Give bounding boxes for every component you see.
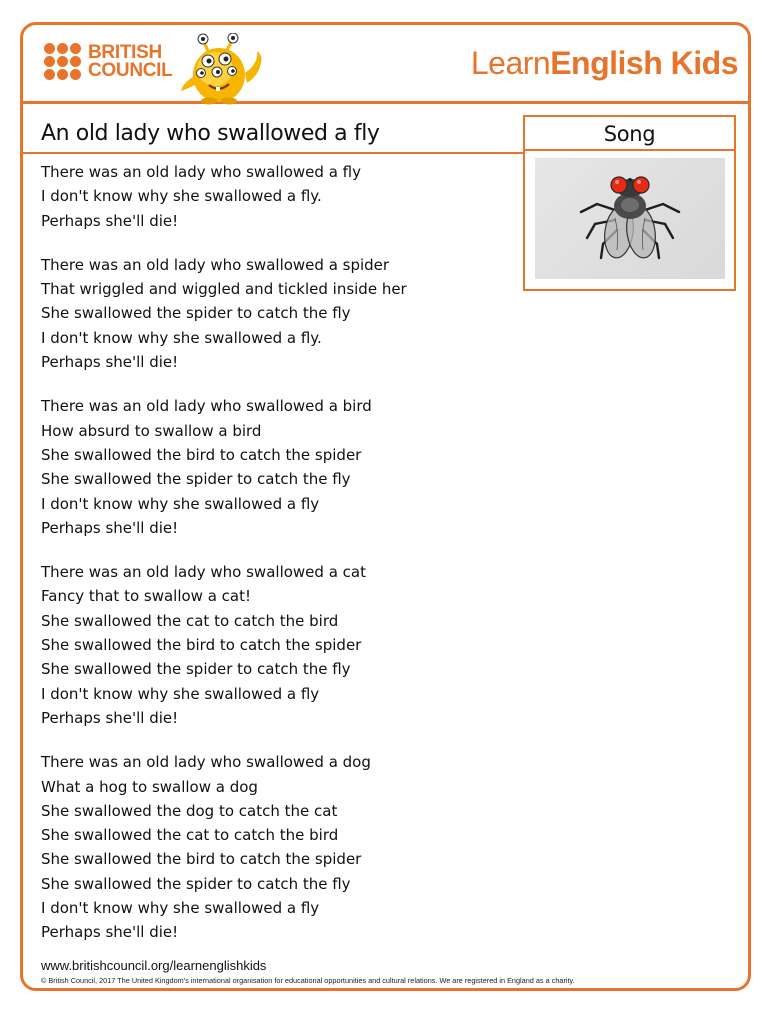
lyric-line: She swallowed the bird to catch the spider [41, 445, 362, 464]
lyric-line: There was an old lady who swallowed a bird [41, 397, 372, 416]
footer-url[interactable]: www.britishcouncil.org/learnenglishkids [41, 958, 267, 973]
lyric-line: I don't know why she swallowed a fly [41, 494, 320, 513]
british-council-wordmark [88, 41, 173, 81]
lyric-line: Perhaps she'll die! [41, 353, 179, 372]
verse [41, 394, 501, 540]
brand-line-1: BRITISH [88, 41, 162, 63]
song-panel [523, 115, 736, 291]
brand-line-2: COUNCIL [88, 59, 173, 81]
title-underline [23, 152, 523, 154]
lyric-line: She swallowed the spider to catch the fly [41, 304, 351, 323]
song-image [535, 158, 725, 279]
lyric-line: She swallowed the dog to catch the cat [41, 801, 338, 820]
lyric-line: Perhaps she'll die! [41, 518, 179, 537]
lyric-line: Perhaps she'll die! [41, 211, 179, 230]
song-lyrics [41, 160, 501, 965]
brand-english-kids: English Kids [550, 45, 738, 81]
verse [41, 750, 501, 944]
header-divider [23, 101, 748, 104]
lyric-line: She swallowed the cat to catch the bird [41, 826, 339, 845]
british-council-dots-icon [44, 43, 81, 80]
learnenglish-kids-logo [471, 44, 738, 82]
verse [41, 253, 501, 374]
lyric-line: Fancy that to swallow a cat! [41, 587, 252, 606]
lyric-line: Perhaps she'll die! [41, 923, 179, 942]
lyric-line: Perhaps she'll die! [41, 708, 179, 727]
document-title: An old lady who swallowed a fly [41, 121, 380, 146]
brand-learn: Learn [470, 45, 551, 81]
lyric-line: There was an old lady who swallowed a dog [41, 753, 371, 772]
lyric-line: She swallowed the spider to catch the fly [41, 470, 351, 489]
lyric-line: There was an old lady who swallowed a fly [41, 163, 361, 181]
verse [41, 560, 501, 730]
lyric-line: She swallowed the bird to catch the spider [41, 850, 362, 869]
lyric-line: I don't know why she swallowed a fly. [41, 328, 322, 347]
lyric-line: That wriggled and wiggled and tickled inside her [41, 280, 407, 299]
verse [41, 160, 501, 233]
yellow-monster-mascot-icon [175, 33, 267, 105]
lyric-line: I don't know why she swallowed a fly [41, 899, 320, 918]
lyric-line: I don't know why she swallowed a fly [41, 684, 320, 703]
lyric-line: How absurd to swallow a bird [41, 421, 262, 440]
lyric-line: There was an old lady who swallowed a cat [41, 563, 366, 582]
fly-icon [535, 158, 725, 279]
lyric-line: There was an old lady who swallowed a spider [41, 255, 390, 274]
lyric-line: I don't know why she swallowed a fly. [41, 187, 322, 206]
lyric-line: She swallowed the bird to catch the spider [41, 636, 362, 655]
song-label: Song [525, 117, 734, 151]
footer-copyright: © British Council, 2017 The United Kingdom's international organisation for educational opportunities and cultural relations. We are registered in England as a charity. [41, 976, 575, 985]
lyric-line: She swallowed the cat to catch the bird [41, 611, 339, 630]
british-council-logo [44, 43, 172, 80]
lyric-line: She swallowed the spider to catch the fly [41, 660, 351, 679]
lyric-line: She swallowed the spider to catch the fly [41, 874, 351, 893]
lyric-line: What a hog to swallow a dog [41, 777, 258, 796]
